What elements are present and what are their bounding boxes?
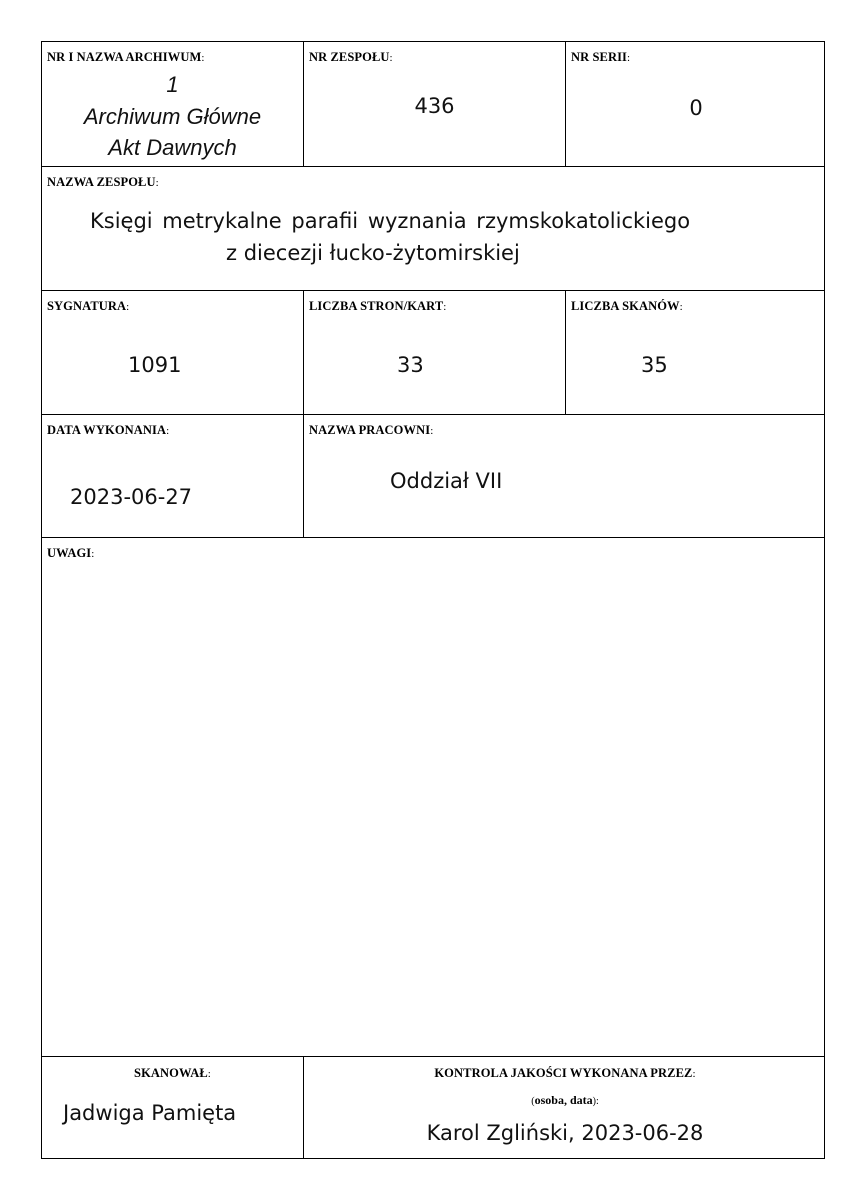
pages-value: 33: [397, 353, 424, 377]
signature-cell: [42, 291, 303, 414]
fonds-name-line2: z diecezji łucko-żytomirskiej: [226, 241, 520, 265]
archive-cell: [42, 42, 303, 166]
pages-label: LICZBA STRON/KART:: [309, 299, 447, 313]
scanned-by-value: Jadwiga Pamięta: [63, 1101, 237, 1125]
date-label: DATA WYKONANIA:: [47, 423, 170, 437]
date-cell: [42, 415, 303, 537]
date-value: 2023-06-27: [70, 485, 193, 509]
fonds-number-label: NR ZESPOŁU:: [309, 50, 393, 64]
scans-label: LICZBA SKANÓW:: [571, 299, 683, 313]
scans-cell: [565, 291, 826, 414]
archive-number: 1: [166, 72, 179, 97]
qc-cell: [303, 1057, 826, 1158]
scanned-by-cell: [42, 1057, 303, 1158]
row-archive: [42, 42, 824, 167]
row-date-workshop: [42, 415, 824, 538]
metadata-form: [41, 41, 825, 1159]
row-remarks: [42, 538, 824, 1057]
fonds-number-cell: [303, 42, 565, 166]
qc-value: Karol Zgliński, 2023-06-28: [426, 1121, 704, 1145]
series-number-label: NR SERII:: [571, 50, 631, 64]
row-signoff: [42, 1057, 824, 1158]
workshop-cell: [303, 415, 826, 537]
series-number-value: 0: [689, 96, 703, 120]
row-fonds-name: [42, 167, 824, 291]
series-number-cell: [565, 42, 826, 166]
qc-label: KONTROLA JAKOŚCI WYKONANA PRZEZ:: [434, 1066, 696, 1080]
archive-name-line2: Akt Dawnych: [108, 135, 237, 160]
workshop-label: NAZWA PRACOWNI:: [309, 423, 434, 437]
qc-sublabel: (osoba, data):: [531, 1093, 599, 1107]
row-counts: [42, 291, 824, 415]
fonds-name-label: NAZWA ZESPOŁU:: [47, 175, 159, 189]
scanned-by-label: SKANOWAŁ:: [134, 1066, 211, 1080]
fonds-number-value: 436: [414, 94, 455, 118]
signature-value: 1091: [128, 353, 182, 377]
remarks-label: UWAGI:: [47, 546, 95, 560]
archive-label: NR I NAZWA ARCHIWUM:: [47, 50, 205, 64]
fonds-name-line1: Księgi metrykalne parafii wyznania rzymskokatolickiego: [90, 209, 691, 233]
scans-value: 35: [641, 353, 668, 377]
pages-cell: [303, 291, 565, 414]
signature-label: SYGNATURA:: [47, 299, 130, 313]
archive-name-line1: Archiwum Główne: [83, 104, 262, 129]
workshop-value: Oddział VII: [390, 469, 503, 493]
